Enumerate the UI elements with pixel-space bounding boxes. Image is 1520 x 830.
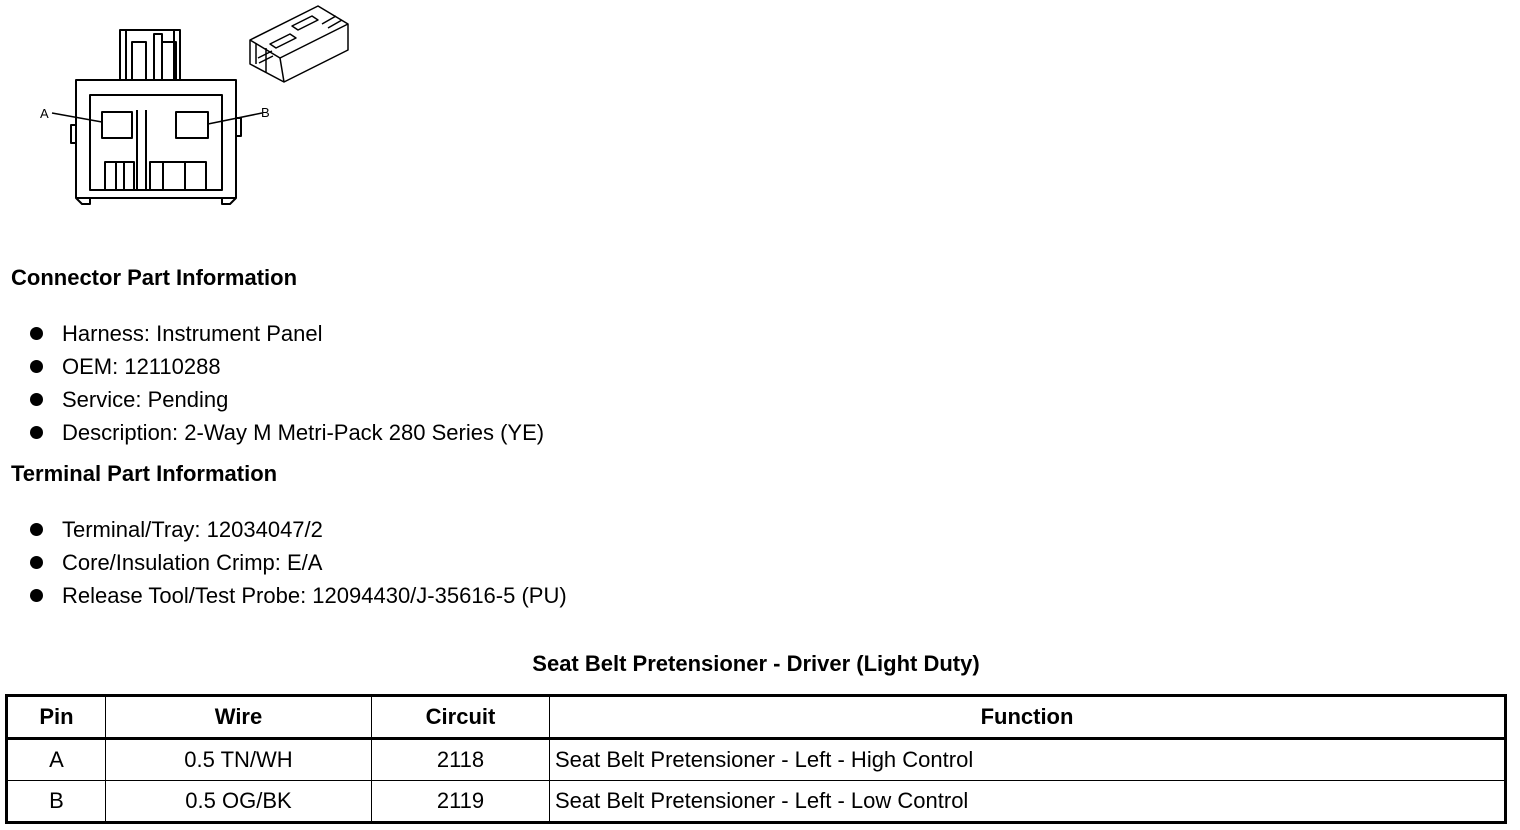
connector-isometric-icon bbox=[250, 6, 348, 82]
header-wire: Wire bbox=[106, 696, 372, 739]
bullet-icon bbox=[30, 589, 43, 602]
cell-function: Seat Belt Pretensioner - Left - High Control bbox=[550, 739, 1506, 781]
connector-face-drawing bbox=[30, 0, 370, 215]
table-title: Seat Belt Pretensioner - Driver (Light Duty) bbox=[532, 651, 980, 676]
cell-function: Seat Belt Pretensioner - Left - Low Control bbox=[550, 781, 1506, 823]
cell-circuit: 2118 bbox=[372, 739, 550, 781]
cell-circuit: 2119 bbox=[372, 781, 550, 823]
bullet-icon bbox=[30, 556, 43, 569]
list-item: Harness: Instrument Panel bbox=[26, 317, 544, 350]
connector-part-heading: Connector Part Information bbox=[11, 265, 298, 290]
list-item: Core/Insulation Crimp: E/A bbox=[26, 546, 567, 579]
pinout-table bbox=[5, 694, 1507, 824]
list-item: OEM: 12110288 bbox=[26, 350, 544, 383]
cell-wire: 0.5 OG/BK bbox=[106, 781, 372, 823]
cell-wire: 0.5 TN/WH bbox=[106, 739, 372, 781]
table-row bbox=[7, 739, 1506, 781]
list-item: Service: Pending bbox=[26, 383, 544, 416]
cell-pin: B bbox=[7, 781, 106, 823]
bullet-icon bbox=[30, 360, 43, 373]
list-item: Terminal/Tray: 12034047/2 bbox=[26, 513, 567, 546]
header-circuit: Circuit bbox=[372, 696, 550, 739]
bullet-icon bbox=[30, 327, 43, 340]
list-item: Description: 2-Way M Metri-Pack 280 Series (YE) bbox=[26, 416, 544, 449]
connector-diagram bbox=[30, 0, 370, 215]
bullet-icon bbox=[30, 393, 43, 406]
cell-pin: A bbox=[7, 739, 106, 781]
table-row bbox=[7, 781, 1506, 823]
terminal-part-heading: Terminal Part Information bbox=[11, 461, 278, 486]
bullet-icon bbox=[30, 426, 43, 439]
table-header-row bbox=[7, 696, 1506, 739]
bullet-icon bbox=[30, 523, 43, 536]
header-pin: Pin bbox=[7, 696, 106, 739]
connector-part-list bbox=[26, 317, 544, 449]
header-function: Function bbox=[550, 696, 1506, 739]
pin-label-a: A bbox=[40, 106, 49, 121]
pin-label-b: B bbox=[261, 105, 270, 120]
terminal-part-list bbox=[26, 513, 567, 612]
list-item: Release Tool/Test Probe: 12094430/J-35616-5 (PU) bbox=[26, 579, 567, 612]
